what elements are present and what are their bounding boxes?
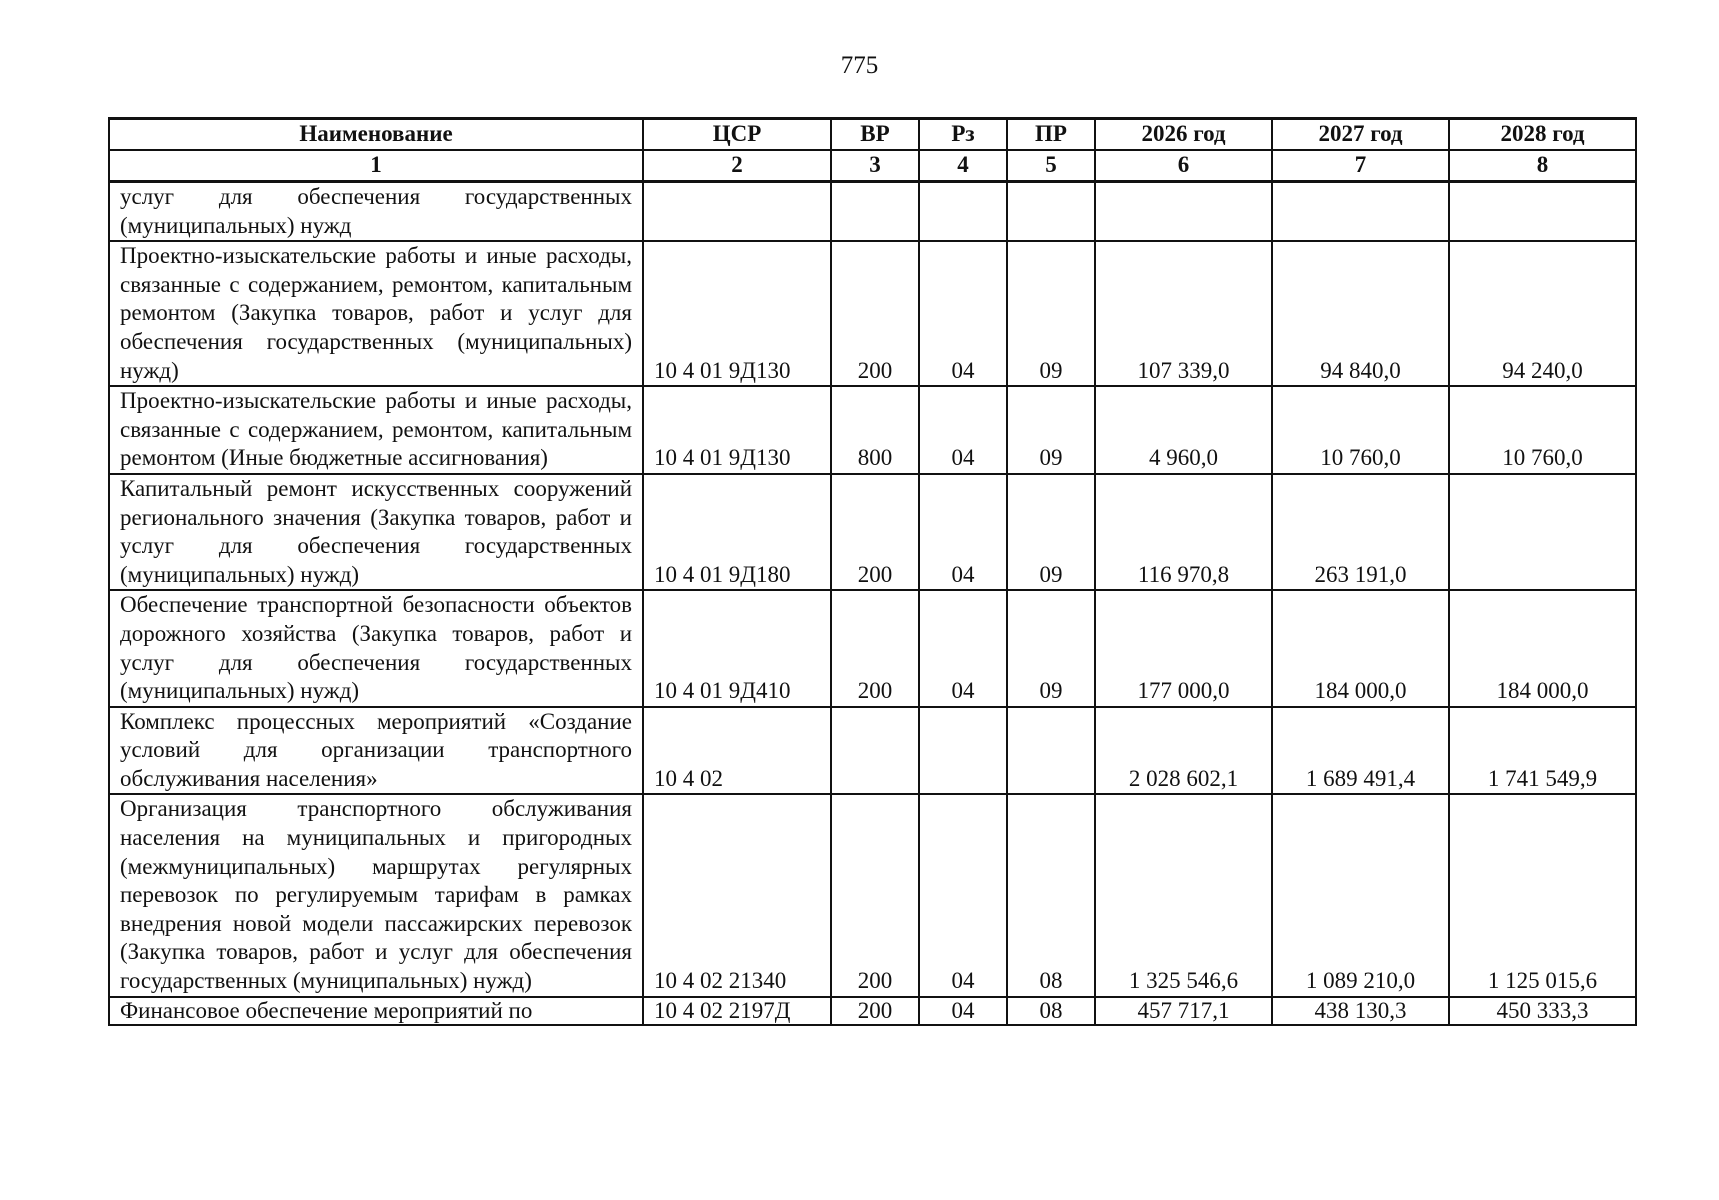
column-number: 2 xyxy=(643,150,831,182)
column-number: 4 xyxy=(919,150,1007,182)
row-2028 xyxy=(1449,474,1636,590)
row-vr: 200 xyxy=(831,241,919,386)
row-pr: 09 xyxy=(1007,474,1095,590)
row-2027: 10 760,0 xyxy=(1272,386,1449,474)
row-2028: 1 125 015,6 xyxy=(1449,794,1636,996)
row-csr: 10 4 01 9Д180 xyxy=(643,474,831,590)
row-2027: 438 130,3 xyxy=(1272,997,1449,1025)
row-2026: 1 325 546,6 xyxy=(1095,794,1272,996)
row-rz: 04 xyxy=(919,241,1007,386)
row-csr xyxy=(643,182,831,242)
row-pr xyxy=(1007,707,1095,795)
row-rz: 04 xyxy=(919,474,1007,590)
row-2028: 450 333,3 xyxy=(1449,997,1636,1025)
row-2027: 1 089 210,0 xyxy=(1272,794,1449,996)
row-vr: 200 xyxy=(831,590,919,706)
row-2027: 184 000,0 xyxy=(1272,590,1449,706)
budget-table xyxy=(108,117,1637,1026)
header-rz: Рз xyxy=(919,119,1007,151)
row-pr: 08 xyxy=(1007,794,1095,996)
row-rz: 04 xyxy=(919,386,1007,474)
column-number-row xyxy=(109,150,1636,182)
header-vr: ВР xyxy=(831,119,919,151)
row-csr: 10 4 01 9Д130 xyxy=(643,386,831,474)
row-vr xyxy=(831,182,919,242)
row-2027: 94 840,0 xyxy=(1272,241,1449,386)
row-csr: 10 4 02 2197Д xyxy=(643,997,831,1025)
column-number: 1 xyxy=(109,150,643,182)
row-csr: 10 4 02 21340 xyxy=(643,794,831,996)
row-vr: 200 xyxy=(831,997,919,1025)
row-pr xyxy=(1007,182,1095,242)
column-number: 5 xyxy=(1007,150,1095,182)
row-vr: 800 xyxy=(831,386,919,474)
row-2026 xyxy=(1095,182,1272,242)
row-csr: 10 4 01 9Д410 xyxy=(643,590,831,706)
row-csr: 10 4 02 xyxy=(643,707,831,795)
column-number: 3 xyxy=(831,150,919,182)
row-2026: 107 339,0 xyxy=(1095,241,1272,386)
row-name: услуг для обеспечения государственных (муниципальных) нужд xyxy=(109,182,643,242)
row-2026: 4 960,0 xyxy=(1095,386,1272,474)
row-pr: 08 xyxy=(1007,997,1095,1025)
table-row xyxy=(109,794,1636,996)
row-vr: 200 xyxy=(831,474,919,590)
row-pr: 09 xyxy=(1007,241,1095,386)
column-number: 7 xyxy=(1272,150,1449,182)
row-name: Проектно-изыскательские работы и иные расходы, связанные с содержанием, ремонтом, капитальным ремонтом (Иные бюджетные ассигнования) xyxy=(109,386,643,474)
header-2027: 2027 год xyxy=(1272,119,1449,151)
column-number: 8 xyxy=(1449,150,1636,182)
row-2026: 2 028 602,1 xyxy=(1095,707,1272,795)
row-rz: 04 xyxy=(919,997,1007,1025)
table-row xyxy=(109,474,1636,590)
header-row xyxy=(109,119,1636,151)
row-rz xyxy=(919,707,1007,795)
row-pr: 09 xyxy=(1007,386,1095,474)
row-2027 xyxy=(1272,182,1449,242)
row-rz xyxy=(919,182,1007,242)
row-rz: 04 xyxy=(919,590,1007,706)
row-name: Финансовое обеспечение мероприятий по xyxy=(109,997,643,1025)
table-row xyxy=(109,997,1636,1025)
row-name: Капитальный ремонт искусственных сооружений регионального значения (Закупка товаров, работ и услуг для обеспечения государственных (муниципальных) нужд) xyxy=(109,474,643,590)
row-2028: 94 240,0 xyxy=(1449,241,1636,386)
header-2028: 2028 год xyxy=(1449,119,1636,151)
page-number: 775 xyxy=(840,52,879,79)
header-name: Наименование xyxy=(109,119,643,151)
row-name: Обеспечение транспортной безопасности объектов дорожного хозяйства (Закупка товаров, работ и услуг для обеспечения государственных (муниципальных) нужд) xyxy=(109,590,643,706)
row-vr: 200 xyxy=(831,794,919,996)
header-csr: ЦСР xyxy=(643,119,831,151)
column-number: 6 xyxy=(1095,150,1272,182)
table-row xyxy=(109,241,1636,386)
row-name: Проектно-изыскательские работы и иные расходы, связанные с содержанием, ремонтом, капитальным ремонтом (Закупка товаров, работ и услуг для обеспечения государственных (муниципальных) нужд) xyxy=(109,241,643,386)
header-pr: ПР xyxy=(1007,119,1095,151)
row-2028 xyxy=(1449,182,1636,242)
row-2026: 177 000,0 xyxy=(1095,590,1272,706)
row-pr: 09 xyxy=(1007,590,1095,706)
header-2026: 2026 год xyxy=(1095,119,1272,151)
table-row xyxy=(109,182,1636,242)
row-vr xyxy=(831,707,919,795)
table-row xyxy=(109,386,1636,474)
row-2028: 1 741 549,9 xyxy=(1449,707,1636,795)
row-2028: 184 000,0 xyxy=(1449,590,1636,706)
row-2027: 263 191,0 xyxy=(1272,474,1449,590)
table-row xyxy=(109,707,1636,795)
row-2026: 116 970,8 xyxy=(1095,474,1272,590)
row-csr: 10 4 01 9Д130 xyxy=(643,241,831,386)
row-rz: 04 xyxy=(919,794,1007,996)
row-2027: 1 689 491,4 xyxy=(1272,707,1449,795)
row-name: Организация транспортного обслуживания населения на муниципальных и пригородных (межмуниципальных) маршрутах регулярных перевозок по регулируемым тарифам в рамках внедрения новой модели пассажирских перевозок (Закупка товаров, работ и услуг для обеспечения государственных (муниципальных) нужд) xyxy=(109,794,643,996)
row-2026: 457 717,1 xyxy=(1095,997,1272,1025)
row-name: Комплекс процессных мероприятий «Создание условий для организации транспортного обслуживания населения» xyxy=(109,707,643,795)
row-2028: 10 760,0 xyxy=(1449,386,1636,474)
table-row xyxy=(109,590,1636,706)
